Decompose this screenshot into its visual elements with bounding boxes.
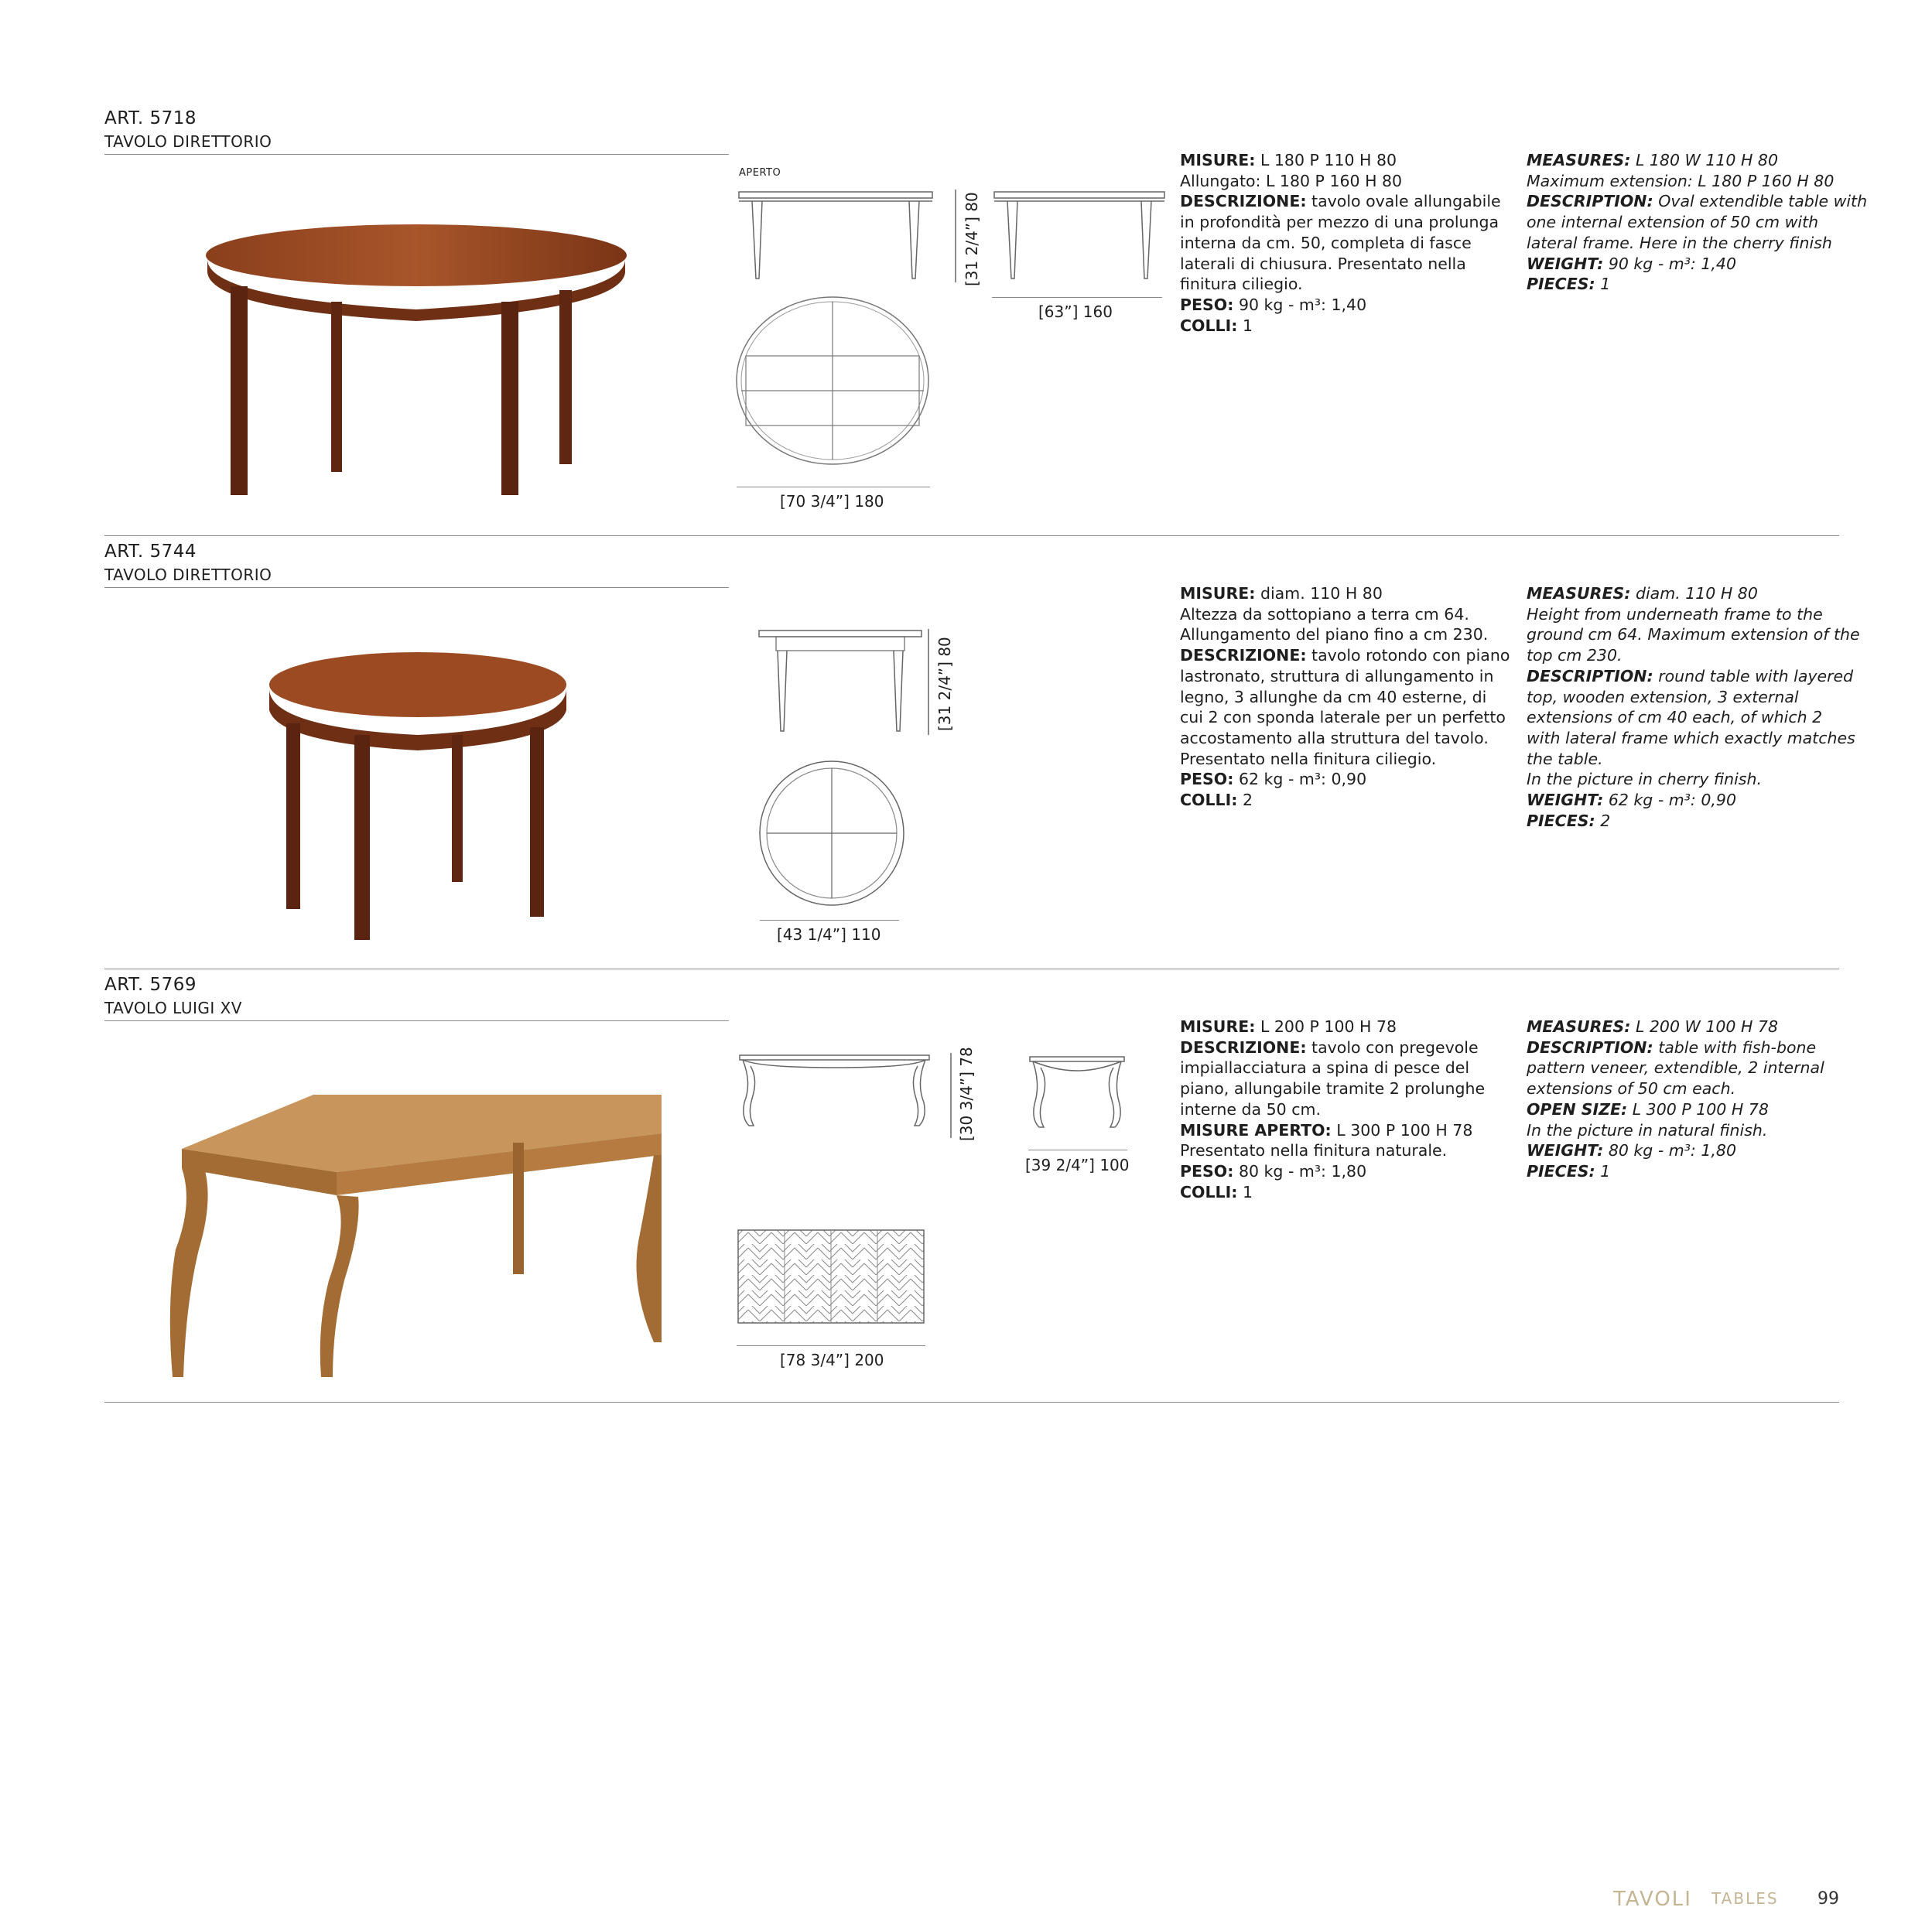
description-label: DESCRIPTION:	[1527, 192, 1653, 211]
misure-aperto-value: L 300 P 100 H 78	[1331, 1120, 1473, 1140]
descr-line: interne da 50 cm.	[1180, 1099, 1321, 1119]
footer-category-en: TABLES	[1711, 1889, 1779, 1908]
misure-label: MISURE:	[1180, 151, 1256, 169]
descr-line: extensions of cm 40 each, of which 2	[1527, 708, 1823, 727]
peso-label: PESO:	[1180, 770, 1234, 789]
descr-line: piano, allungabile tramite 2 prolunghe	[1180, 1079, 1486, 1099]
weight-label: WEIGHT:	[1527, 1141, 1604, 1160]
descrizione-label: DESCRIZIONE:	[1180, 1037, 1307, 1057]
open-label: APERTO	[739, 167, 781, 179]
item-art-number: ART. 5769	[104, 975, 197, 995]
weight-value: 62 kg - m³: 0,90	[1603, 791, 1736, 810]
section-divider	[104, 535, 1839, 536]
item-name: TAVOLO LUIGI XV	[104, 999, 242, 1017]
misure-aperto-label: MISURE APERTO:	[1180, 1120, 1332, 1140]
open-size-value: L 300 P 100 H 78	[1627, 1099, 1769, 1119]
drawing-top-view-oval	[733, 294, 935, 468]
weight-value: 80 kg - m³: 1,80	[1603, 1141, 1736, 1160]
descr-line: round table with layered	[1653, 666, 1854, 685]
length-dimension: [78 3/4”] 200	[780, 1351, 884, 1369]
colli-label: COLLI:	[1180, 791, 1238, 810]
description-it	[1180, 583, 1510, 811]
descr-line: impiallacciatura a spina di pesce del	[1180, 1058, 1470, 1078]
side-dimension: [39 2/4”] 100	[1025, 1156, 1130, 1174]
descr-line: the table.	[1527, 749, 1603, 768]
descr-line: tavolo ovale allungabile	[1306, 192, 1501, 211]
footer-category-it: TAVOLI	[1613, 1888, 1692, 1911]
description-label: DESCRIPTION:	[1527, 1037, 1653, 1057]
misure-value: L 200 P 100 H 78	[1255, 1017, 1397, 1036]
drawing-front-view	[754, 623, 932, 739]
descr-line: one internal extension of 50 cm with	[1527, 213, 1819, 232]
descr-line: lateral frame. Here in the cherry finish	[1527, 233, 1832, 252]
description-it	[1180, 150, 1501, 336]
table-photo-round-cherry	[263, 650, 573, 944]
misure-value: diam. 110 H 80	[1255, 584, 1383, 603]
peso-value: 80 kg - m³: 1,80	[1233, 1161, 1367, 1181]
peso-label: PESO:	[1180, 1161, 1234, 1181]
drawing-front-view	[737, 1052, 934, 1130]
height-dimension: [30 3/4”] 78	[957, 1047, 976, 1141]
drawing-side-view	[990, 186, 1168, 286]
colli-value: 1	[1237, 316, 1253, 335]
descr-line: cui 2 con sponda laterale per un perfetto	[1180, 708, 1506, 727]
descr-line: extensions of 50 cm each.	[1527, 1079, 1736, 1099]
drawing-front-view	[735, 186, 936, 286]
page-number: 99	[1817, 1889, 1839, 1909]
description-en	[1527, 1017, 1824, 1182]
measures-value: L 180 W 110 H 80	[1630, 151, 1778, 169]
measures-label: MEASURES:	[1527, 1017, 1631, 1036]
drawing-side-view	[1025, 1054, 1130, 1131]
info-line: Allungamento del piano fino a cm 230.	[1180, 625, 1489, 644]
height-dimension-line	[945, 1048, 957, 1141]
descr-line: tavolo rotondo con piano	[1306, 646, 1510, 665]
pieces-value: 1	[1595, 1161, 1611, 1181]
descrizione-label: DESCRIZIONE:	[1180, 192, 1307, 211]
section-divider	[104, 1402, 1839, 1403]
descr-line: top, wooden extension, 3 external	[1527, 687, 1799, 706]
colli-label: COLLI:	[1180, 316, 1238, 335]
table-photo-oval-cherry	[200, 224, 633, 503]
item-name: TAVOLO DIRETTORIO	[104, 132, 272, 151]
measures-label: MEASURES:	[1527, 151, 1631, 169]
allungato: Allungato: L 180 P 160 H 80	[1180, 171, 1403, 190]
description-it	[1180, 1017, 1485, 1202]
descr-line: Oval extendible table with	[1653, 192, 1868, 211]
info-line: top cm 230.	[1527, 646, 1623, 665]
table-photo-luigi-xv-natural	[159, 1087, 662, 1381]
weight-label: WEIGHT:	[1527, 791, 1604, 810]
descr-line: pattern veneer, extendible, 2 internal	[1527, 1058, 1824, 1078]
description-en	[1527, 583, 1860, 831]
pieces-value: 2	[1595, 811, 1611, 830]
colli-value: 2	[1237, 791, 1253, 810]
colli-value: 1	[1237, 1182, 1253, 1201]
descr-line: in profondità per mezzo di una prolunga	[1180, 213, 1499, 232]
pieces-value: 1	[1595, 275, 1611, 294]
item-art-number: ART. 5718	[104, 108, 197, 128]
descr-line: tavolo con pregevole	[1306, 1037, 1479, 1057]
height-dimension-line	[950, 186, 962, 286]
peso-label: PESO:	[1180, 295, 1234, 314]
measures-value: diam. 110 H 80	[1630, 584, 1758, 603]
info-line: ground cm 64. Maximum extension of the	[1527, 625, 1860, 644]
height-dimension: [31 2/4”] 80	[963, 192, 981, 286]
colli-label: COLLI:	[1180, 1182, 1238, 1201]
descrizione-label: DESCRIZIONE:	[1180, 646, 1307, 665]
descr-line: laterali di chiusura. Presentato nella	[1180, 254, 1466, 273]
item-art-number: ART. 5744	[104, 542, 197, 562]
weight-value: 90 kg - m³: 1,40	[1603, 254, 1736, 273]
length-dimension: [43 1/4”] 110	[777, 925, 881, 944]
descr-line: finitura ciliegio.	[1180, 275, 1303, 294]
length-dimension: [70 3/4”] 180	[780, 492, 884, 511]
measures-label: MEASURES:	[1527, 584, 1631, 603]
descr-line: legno, 3 allunghe da cm 40 esterne, di	[1180, 687, 1487, 706]
descr-line: with lateral frame which exactly matches	[1527, 728, 1855, 747]
drawing-top-view-round	[757, 758, 908, 909]
peso-value: 90 kg - m³: 1,40	[1233, 295, 1367, 314]
pieces-label: PIECES:	[1527, 275, 1595, 294]
drawing-top-view-herringbone	[737, 1229, 926, 1325]
item-divider	[104, 587, 729, 588]
max-extension: Maximum extension: L 180 P 160 H 80	[1527, 171, 1835, 190]
description-label: DESCRIPTION:	[1527, 666, 1653, 685]
length-dimension-line	[760, 920, 899, 921]
info-line: Height from underneath frame to the	[1527, 604, 1823, 624]
misure-label: MISURE:	[1180, 1017, 1256, 1036]
pieces-label: PIECES:	[1527, 1161, 1595, 1181]
item-divider	[104, 154, 729, 155]
misure-value: L 180 P 110 H 80	[1255, 151, 1397, 169]
open-size-label: OPEN SIZE:	[1527, 1099, 1628, 1119]
description-en	[1527, 150, 1867, 295]
descr-line: table with fish-bone	[1653, 1037, 1817, 1057]
peso-value: 62 kg - m³: 0,90	[1233, 770, 1367, 789]
weight-label: WEIGHT:	[1527, 254, 1604, 273]
pieces-label: PIECES:	[1527, 811, 1595, 830]
descr-line: accostamento alla struttura del tavolo.	[1180, 728, 1489, 747]
finish-line: In the picture in natural finish.	[1527, 1120, 1768, 1140]
length-dimension-line	[737, 1345, 925, 1346]
item-divider	[104, 1020, 729, 1021]
height-dimension-line	[923, 623, 935, 739]
height-dimension: [31 2/4”] 80	[935, 637, 954, 731]
side-dimension-line	[992, 297, 1162, 298]
item-name: TAVOLO DIRETTORIO	[104, 566, 272, 584]
descr-line: In the picture in cherry finish.	[1527, 770, 1762, 789]
side-dimension: [63”] 160	[1038, 302, 1113, 321]
finish-line: Presentato nella finitura naturale.	[1180, 1141, 1448, 1160]
measures-value: L 200 W 100 H 78	[1630, 1017, 1778, 1036]
descr-line: interna da cm. 50, completa di fasce	[1180, 233, 1472, 252]
info-line: Altezza da sottopiano a terra cm 64.	[1180, 604, 1469, 624]
descr-line: lastronato, struttura di allungamento in	[1180, 666, 1494, 685]
misure-label: MISURE:	[1180, 584, 1256, 603]
descr-line: Presentato nella finitura ciliegio.	[1180, 749, 1437, 768]
